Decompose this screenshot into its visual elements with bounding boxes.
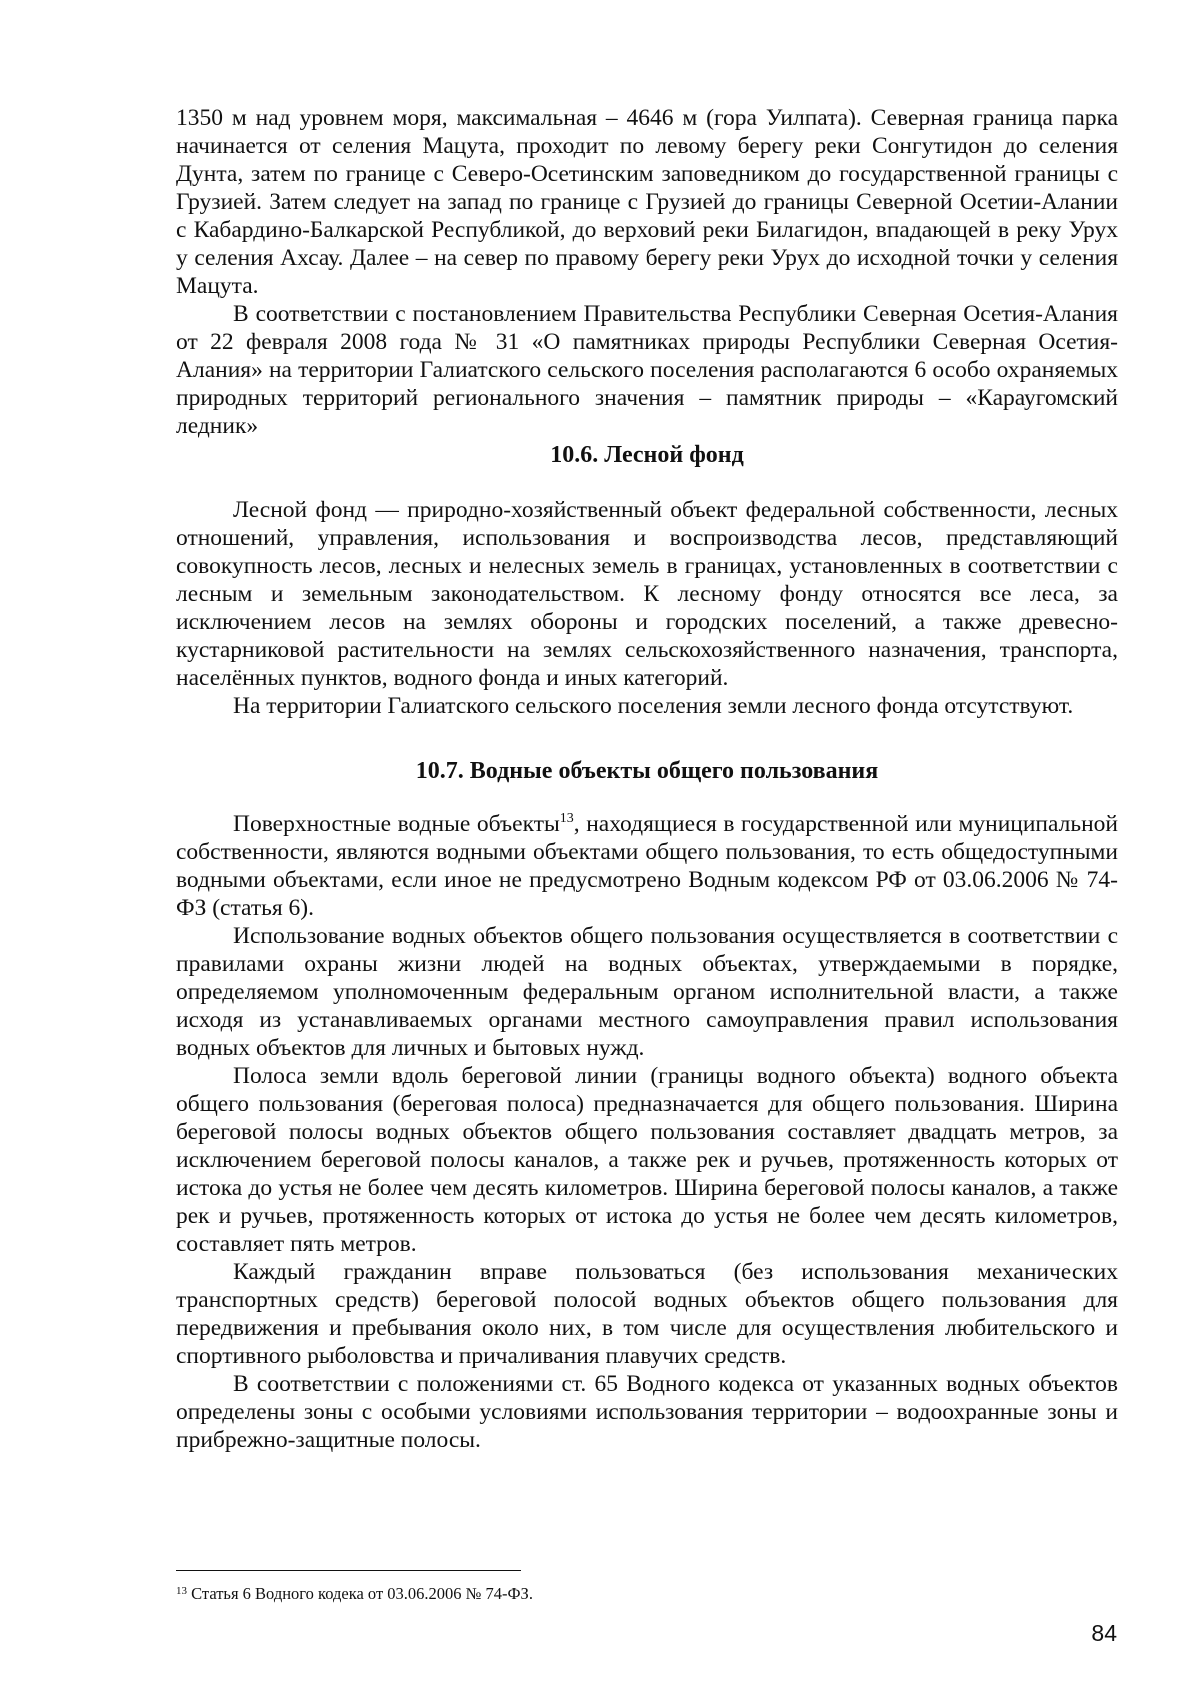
page-number: 84 bbox=[1091, 1620, 1117, 1646]
intro-text bbox=[176, 104, 1118, 440]
paragraph: 1350 м над уровнем моря, максимальная – 4646 м (гора Уилпата). Северная граница парка начинается от селения Мацута, проходит по левому берегу реки Сонгутидон до селения Дунта, затем по границе с Северо-Осетинским заповедником до государственной границы с Грузией. Затем следует на запад по границе с Грузией до границы Северной Осетии-Алании с Кабардино-Балкарской Республикой, до верховий реки Билагидон, впадающей в реку Урух у селения Ахсау. Далее – на север по правому берегу реки Урух до исходной точки у селения Мацута. bbox=[176, 105, 1118, 299]
section-heading-water: 10.7. Водные объекты общего пользования bbox=[415, 758, 879, 784]
paragraph: В соответствии с положениями ст. 65 Водного кодекса от указанных водных объектов определены зоны с особыми условиями использования территории – водоохранные зоны и прибрежно-защитные полосы. bbox=[176, 1371, 1118, 1453]
water-section-text bbox=[176, 810, 1118, 1454]
paragraph: Использование водных объектов общего пользования осуществляется в соответствии с правилами охраны жизни людей на водных объектах, утверждаемыми в порядке, определяемом уполномоченным федеральным органом исполнительной власти, а также исходя из устанавливаемых органами местного самоуправления правил использования водных объектов для личных и бытовых нужд. bbox=[176, 923, 1118, 1061]
paragraph: Полоса земли вдоль береговой линии (границы водного объекта) водного объекта общего пользования (береговая полоса) предназначается для общего пользования. Ширина береговой полосы водных объектов общего пользования составляет двадцать метров, за исключением береговой полосы каналов, а также рек и ручьев, протяженность которых от истока до устья не более чем десять километров. Ширина береговой полосы каналов, а также рек и ручьев, протяженность которых от истока до устья не более чем десять километров, составляет пять метров. bbox=[176, 1063, 1118, 1257]
paragraph: Каждый гражданин вправе пользоваться (без использования механических транспортных средств) береговой полосой водных объектов общего пользования для передвижения и пребывания около них, в том числе для осуществления любительского и спортивного рыболовства и причаливания плавучих средств. bbox=[176, 1259, 1118, 1369]
paragraph-rest: , находящиеся в государственной или муниципальной собственности, являются водными объектами общего пользования, то есть общедоступными водными объектами, если иное не предусмотрено Водным кодексом РФ от 03.06.2006 № 74-ФЗ (статья 6). bbox=[176, 811, 1118, 921]
paragraph: Лесной фонд — природно-хозяйственный объект федеральной собственности, лесных отношений, управления, использования и воспроизводства лесов, представляющий совокупность лесов, лесных и нелесных земель в границах, установленных в соответствии с лесным и земельным законодательством. К лесному фонду относятся все леса, за исключением лесов на землях обороны и городских поселений, а также древесно-кустарниковой растительности на землях сельскохозяйственного назначения, транспорта, населённых пунктов, водного фонда и иных категорий. bbox=[176, 497, 1118, 691]
paragraph-with-footnote bbox=[176, 810, 1118, 922]
paragraph: На территории Галиатского сельского поселения земли лесного фонда отсутствуют. bbox=[233, 693, 1074, 719]
footnote-separator bbox=[176, 1570, 521, 1571]
forest-section-text bbox=[176, 496, 1118, 720]
paragraph: В соответствии с постановлением Правительства Республики Северная Осетия-Алания от 22 февраля 2008 года № 31 «О памятниках природы Республики Северная Осетия-Алания» на территории Галиатского сельского поселения располагаются 6 особо охраняемых природных территорий регионального значения – памятник природы – «Караугомский ледник» bbox=[176, 301, 1118, 439]
section-heading-forest: 10.6. Лесной фонд bbox=[550, 442, 744, 468]
paragraph-start: Поверхностные водные объекты bbox=[233, 811, 560, 837]
footnote-reference[interactable]: 13 bbox=[559, 811, 574, 826]
footnote-number: 13 bbox=[176, 1585, 187, 1597]
footnote bbox=[176, 1584, 1076, 1604]
footnote-text: Статья 6 Водного кодека от 03.06.2006 № 74-ФЗ. bbox=[187, 1584, 533, 1603]
